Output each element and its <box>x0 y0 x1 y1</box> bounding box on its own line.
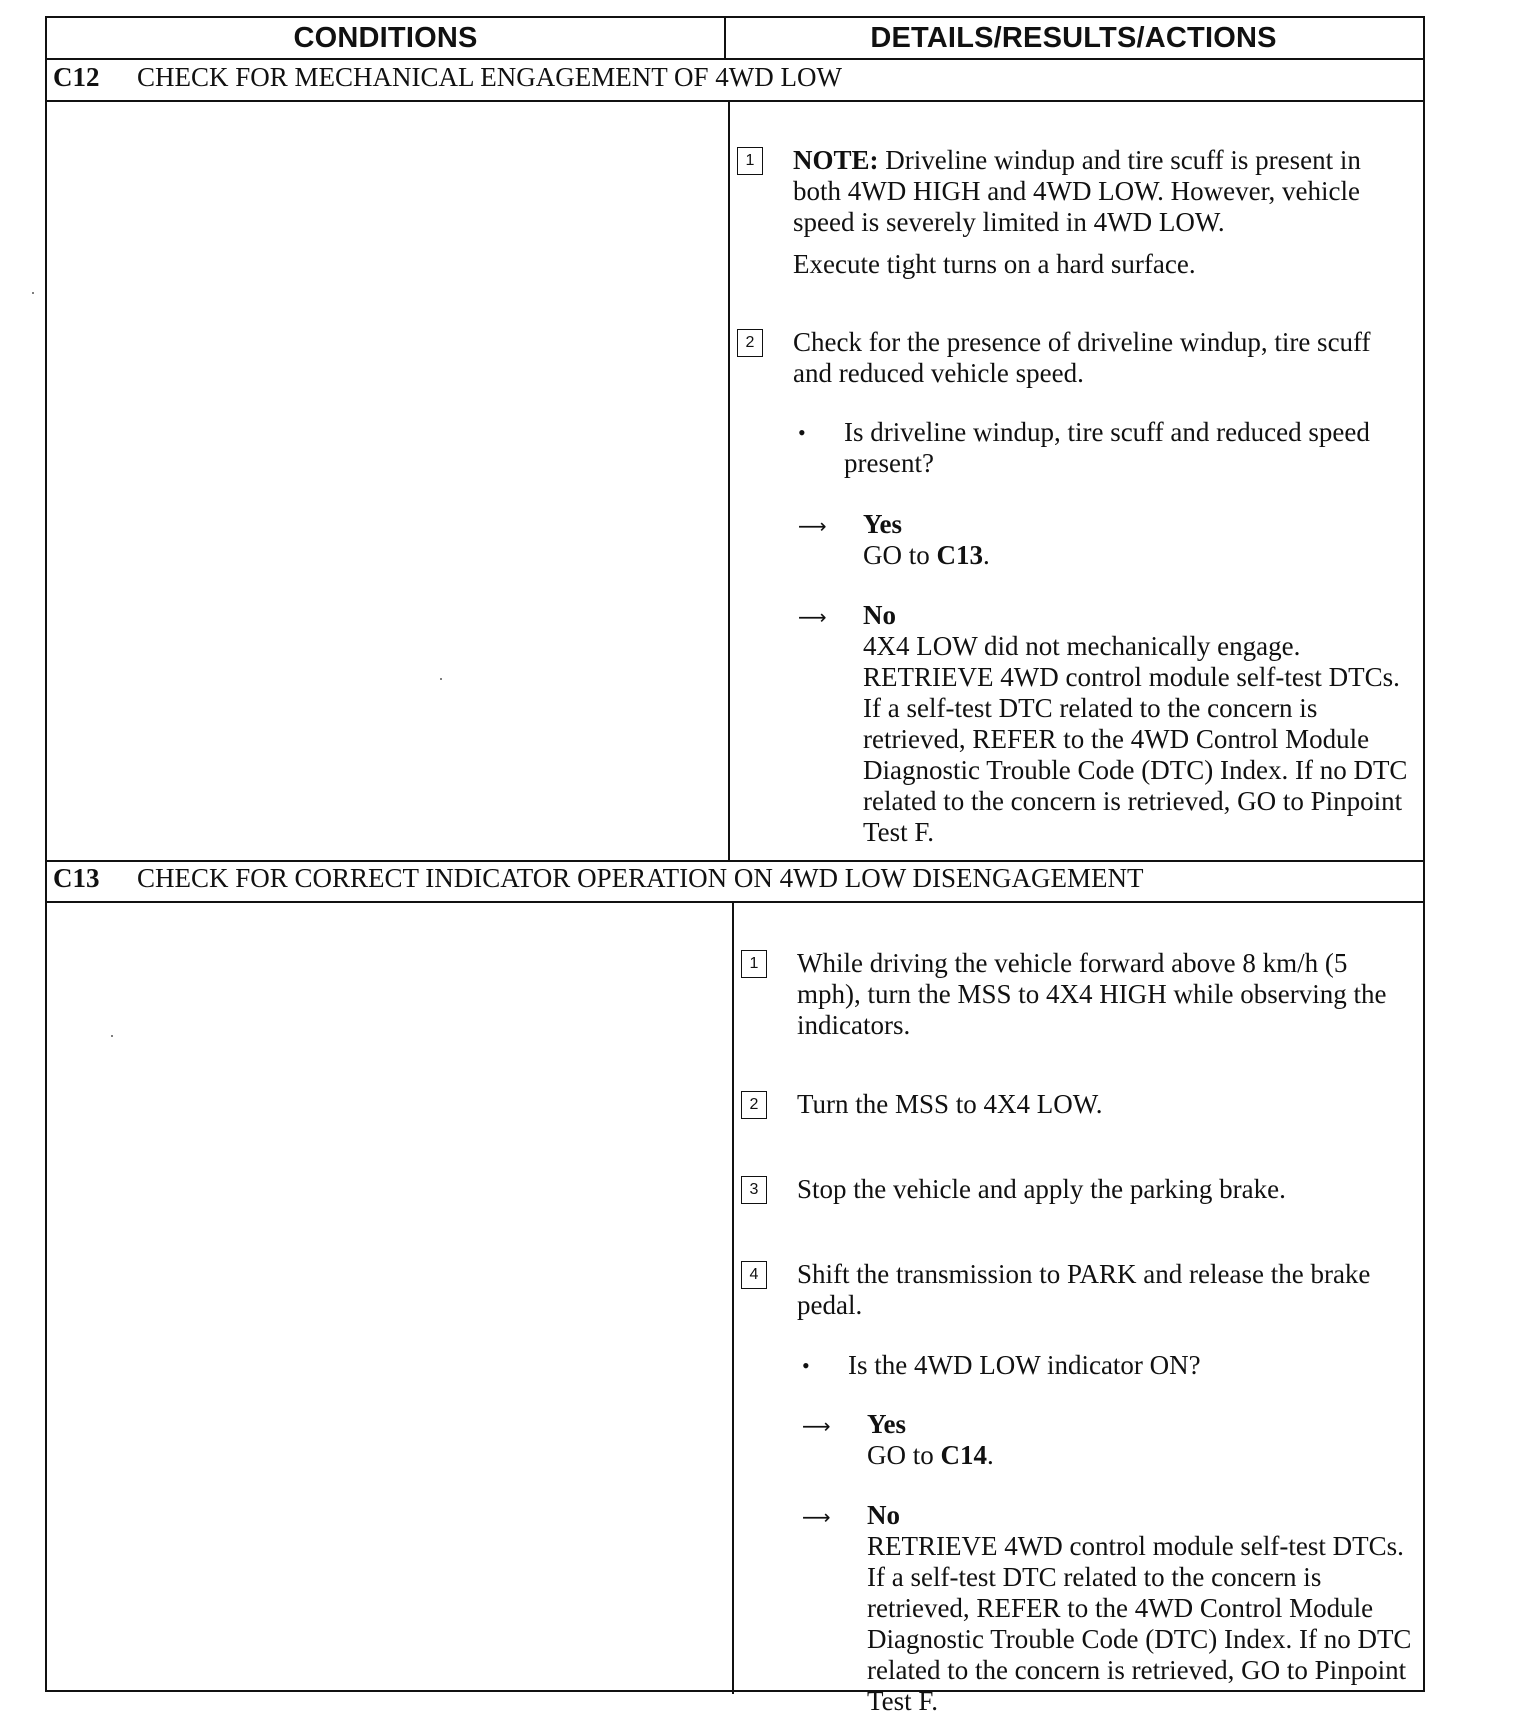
yes-target: C13 <box>936 540 983 570</box>
note-text: Driveline windup and tire scuff is present in both 4WD HIGH and 4WD LOW. However, vehicle speed is severely limited in 4WD LOW. <box>793 145 1361 237</box>
arrow-right-icon: ⟶ <box>802 1505 831 1529</box>
note-label: NOTE: <box>793 145 879 175</box>
details-column-header: DETAILS/RESULTS/ACTIONS <box>870 22 1277 54</box>
c13-top-rule <box>47 860 1423 862</box>
arrow-right-icon: ⟶ <box>802 1414 831 1438</box>
c13-title-rule <box>47 901 1423 903</box>
section-c13-title <box>53 863 1144 894</box>
step-number-box: 1 <box>741 950 767 978</box>
scan-speck <box>440 678 442 680</box>
yes-target: C14 <box>940 1440 987 1470</box>
scan-speck <box>111 1035 113 1037</box>
step-number-box: 2 <box>741 1091 767 1119</box>
step-number-box: 3 <box>741 1176 767 1204</box>
c12-column-divider <box>728 101 730 860</box>
arrow-right-icon: ⟶ <box>798 514 827 538</box>
question-text: Is the 4WD LOW indicator ON? <box>848 1350 1201 1380</box>
yes-label: Yes <box>863 509 902 539</box>
arrow-right-icon: ⟶ <box>798 605 827 629</box>
step-text: Execute tight turns on a hard surface. <box>793 249 1196 279</box>
scan-speck <box>32 292 34 294</box>
step-text: Shift the transmission to PARK and release the brake pedal. <box>797 1259 1371 1320</box>
no-label: No <box>867 1500 900 1530</box>
step-text: Stop the vehicle and apply the parking brake. <box>797 1174 1286 1204</box>
step-text: While driving the vehicle forward above 8 km/h (5 mph), turn the MSS to 4X4 HIGH while observing the indicators. <box>797 948 1387 1040</box>
header-divider <box>724 18 726 58</box>
no-text: RETRIEVE 4WD control module self-test DTCs. If a self-test DTC related to the concern is retrieved, REFER to the 4WD Control Module Diagnostic Trouble Code (DTC) Index. If no DTC related to the concern is retrieved, GO to Pinpoint Test F. <box>867 1531 1412 1716</box>
step-number-box: 2 <box>737 329 763 357</box>
yes-suffix: . <box>983 540 990 570</box>
yes-prefix: GO to <box>867 1440 941 1470</box>
bullet-icon: • <box>798 420 806 445</box>
step-text: Turn the MSS to 4X4 LOW. <box>797 1089 1103 1119</box>
section-code: C12 <box>53 62 100 92</box>
no-text: 4X4 LOW did not mechanically engage. RETRIEVE 4WD control module self-test DTCs. If a self-test DTC related to the concern is retrieved, REFER to the 4WD Control Module Diagnostic Trouble Code (DTC) Index. If no DTC related to the concern is retrieved, GO to Pinpoint Test F. <box>863 631 1408 847</box>
section-heading: CHECK FOR MECHANICAL ENGAGEMENT OF 4WD LOW <box>137 62 842 92</box>
section-code: C13 <box>53 863 100 893</box>
c13-column-divider <box>732 902 734 1694</box>
c12-title-rule <box>47 100 1423 102</box>
step-number-box: 1 <box>737 147 763 175</box>
section-c12-title <box>53 62 842 93</box>
header-bottom-rule <box>47 58 1423 60</box>
question-text: Is driveline windup, tire scuff and reduced speed present? <box>844 417 1370 478</box>
bullet-icon: • <box>802 1353 810 1378</box>
diagnostic-table <box>45 16 1425 1716</box>
yes-label: Yes <box>867 1409 906 1439</box>
section-heading: CHECK FOR CORRECT INDICATOR OPERATION ON 4WD LOW DISENGAGEMENT <box>137 863 1144 893</box>
yes-suffix: . <box>987 1440 994 1470</box>
no-label: No <box>863 600 896 630</box>
yes-prefix: GO to <box>863 540 937 570</box>
conditions-column-header: CONDITIONS <box>293 22 478 54</box>
step-text: Check for the presence of driveline windup, tire scuff and reduced vehicle speed. <box>793 327 1371 388</box>
step-number-box: 4 <box>741 1261 767 1289</box>
